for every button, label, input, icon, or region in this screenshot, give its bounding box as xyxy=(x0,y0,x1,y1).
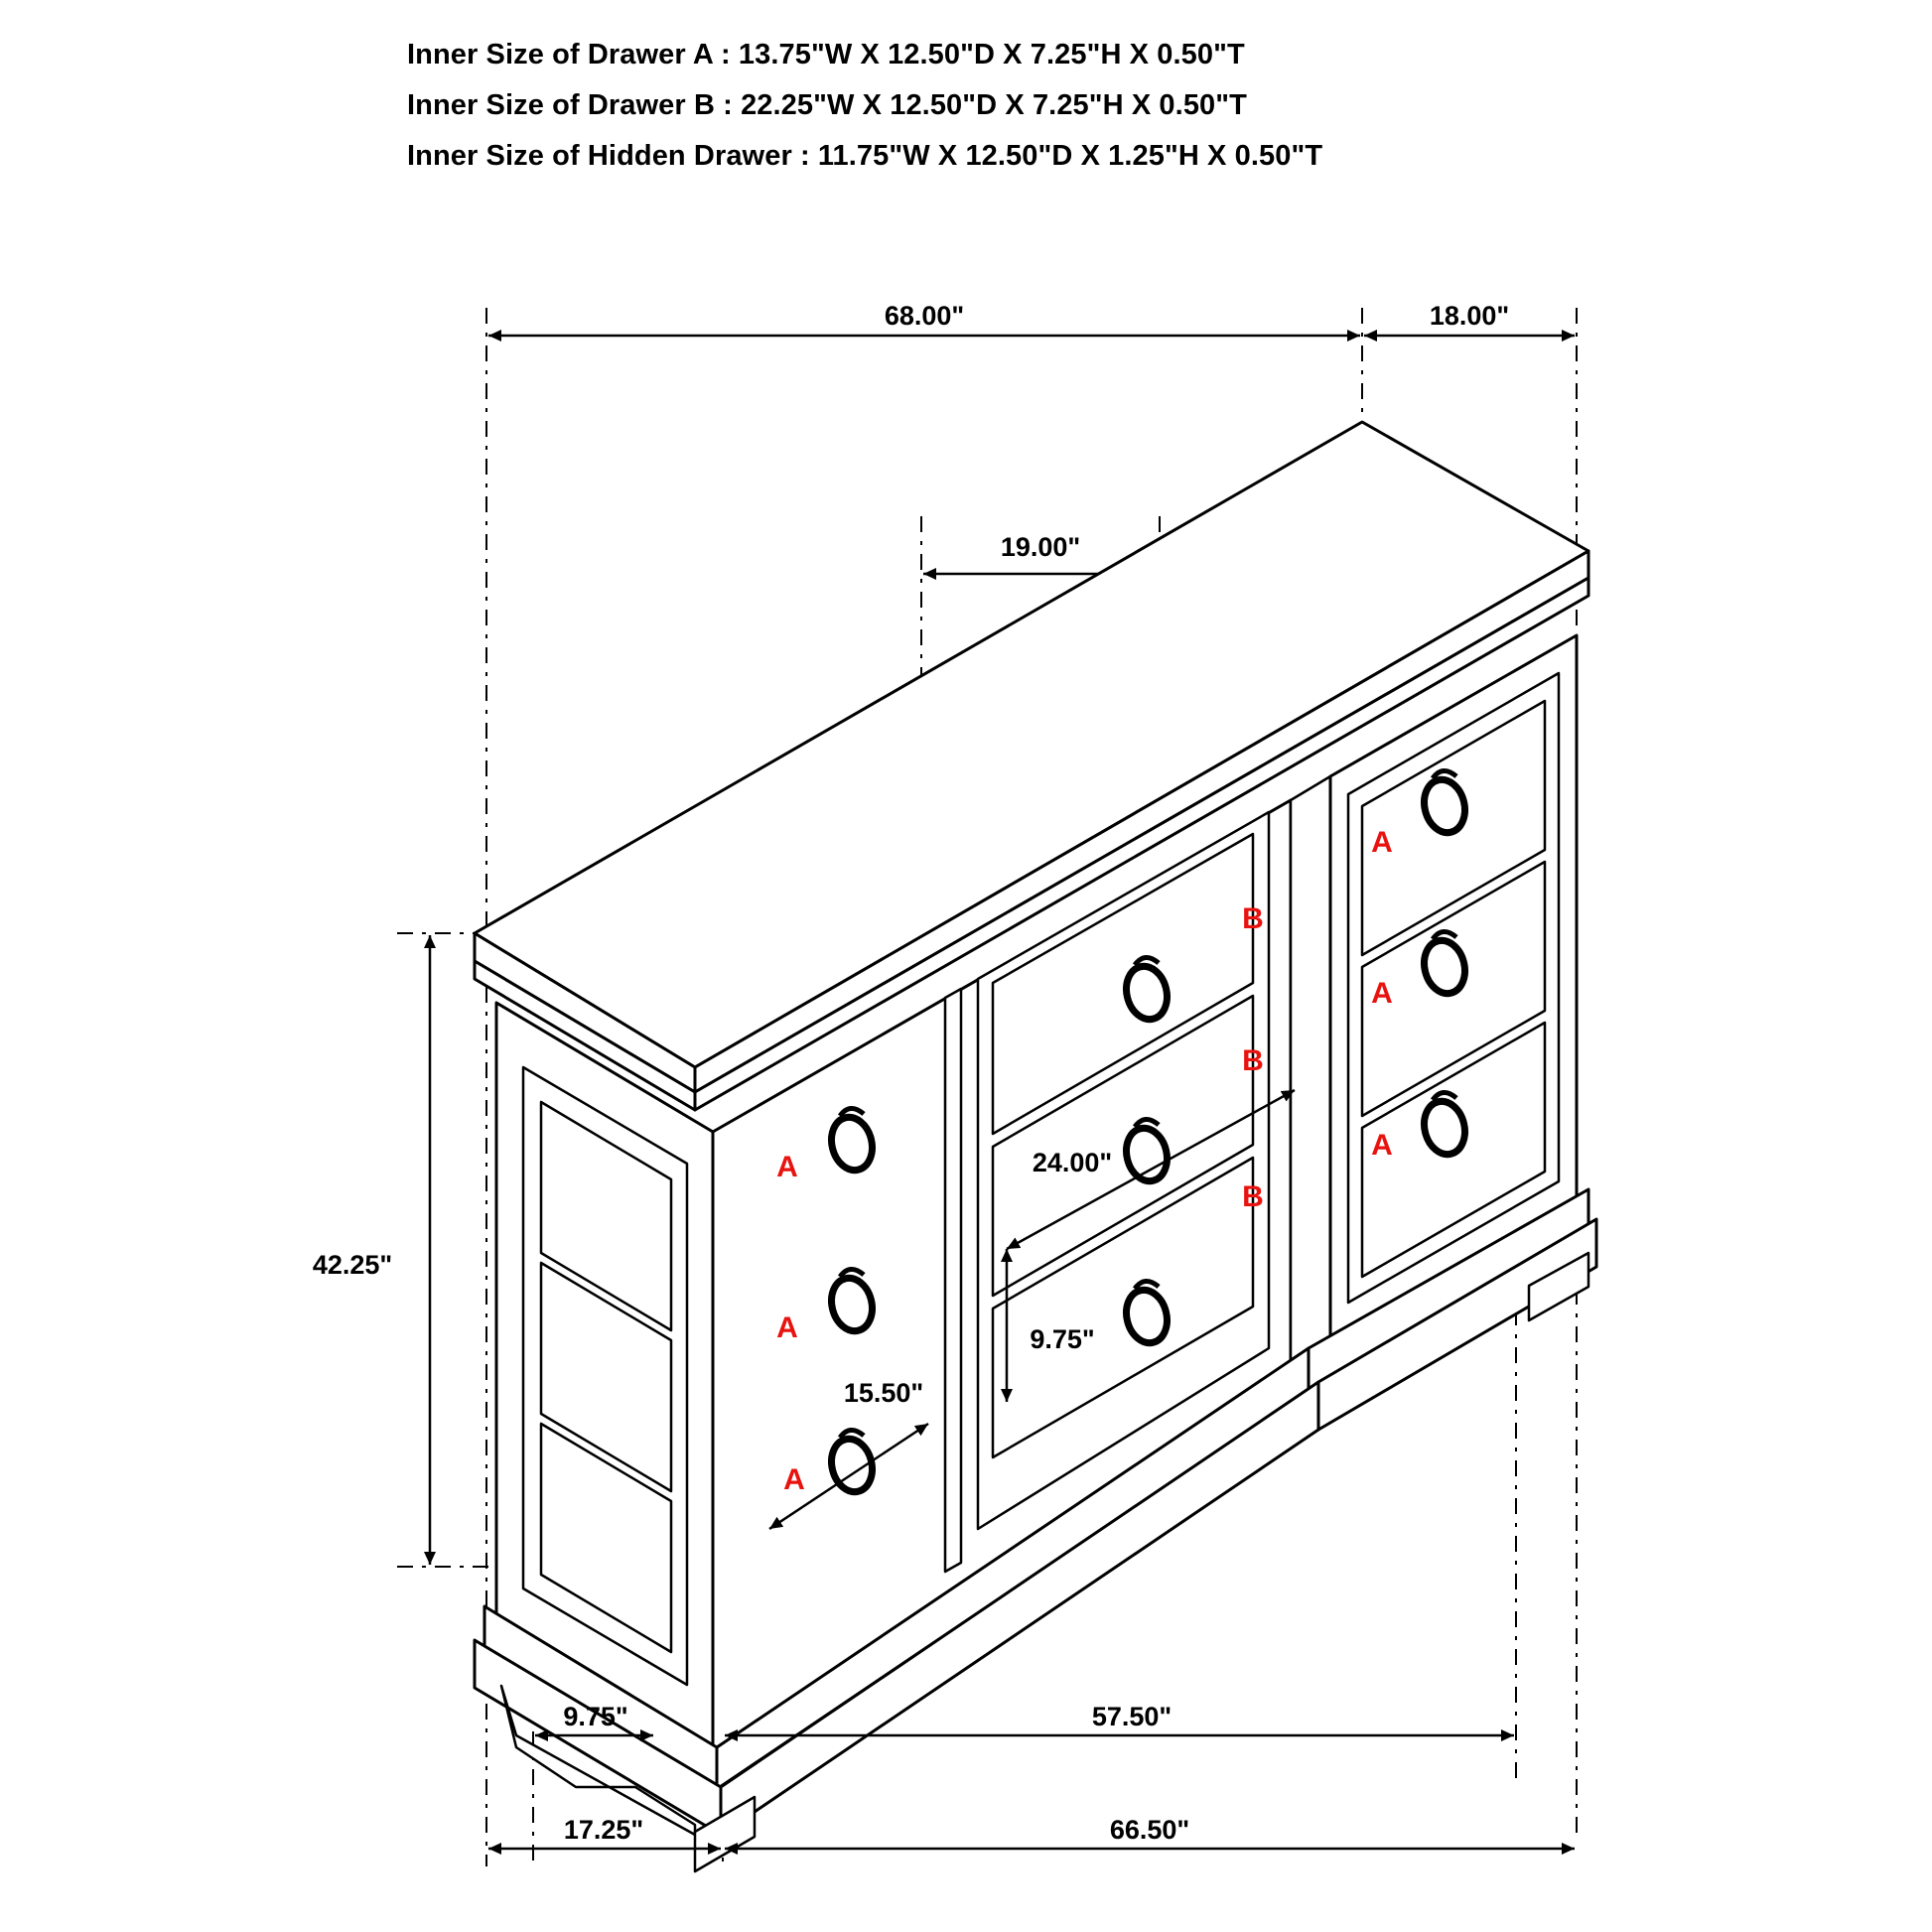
dim-base-center: 57.50" xyxy=(1091,1702,1173,1731)
drawer-label-left-1: A xyxy=(776,1151,798,1183)
dim-drawer-b-width: 24.00" xyxy=(1032,1148,1113,1177)
drawer-label-left-2: A xyxy=(776,1311,798,1344)
dim-base-total: 66.50" xyxy=(1109,1815,1190,1845)
drawer-label-center-3: B xyxy=(1242,1180,1264,1213)
drawer-label-right-2: A xyxy=(1371,977,1393,1010)
dim-top-width: 68.00" xyxy=(884,301,965,331)
dim-top-right-depth: 18.00" xyxy=(1429,301,1510,331)
spec-line-drawer-a: Inner Size of Drawer A : 13.75"W X 12.50"D X 7.25"H X 0.50"T xyxy=(407,39,1245,70)
drawer-label-center-2: B xyxy=(1242,1044,1264,1077)
dim-top-inner: 19.00" xyxy=(1000,532,1081,562)
dim-base-left: 9.75" xyxy=(563,1702,628,1731)
dim-base-left-total: 17.25" xyxy=(563,1815,644,1845)
dim-drawer-height: 9.75" xyxy=(1030,1324,1095,1354)
spec-line-hidden-drawer: Inner Size of Hidden Drawer : 11.75"W X 12.50"D X 1.25"H X 0.50"T xyxy=(407,140,1323,172)
drawer-label-left-3: A xyxy=(783,1463,805,1496)
drawer-label-right-3: A xyxy=(1371,1129,1393,1162)
spec-line-drawer-b: Inner Size of Drawer B : 22.25"W X 12.50"D X 7.25"H X 0.50"T xyxy=(407,89,1247,121)
drawer-label-right-1: A xyxy=(1371,826,1393,859)
dim-drawer-a-width: 15.50" xyxy=(843,1378,924,1408)
drawer-label-center-1: B xyxy=(1242,902,1264,935)
dim-height: 42.25" xyxy=(312,1250,393,1280)
